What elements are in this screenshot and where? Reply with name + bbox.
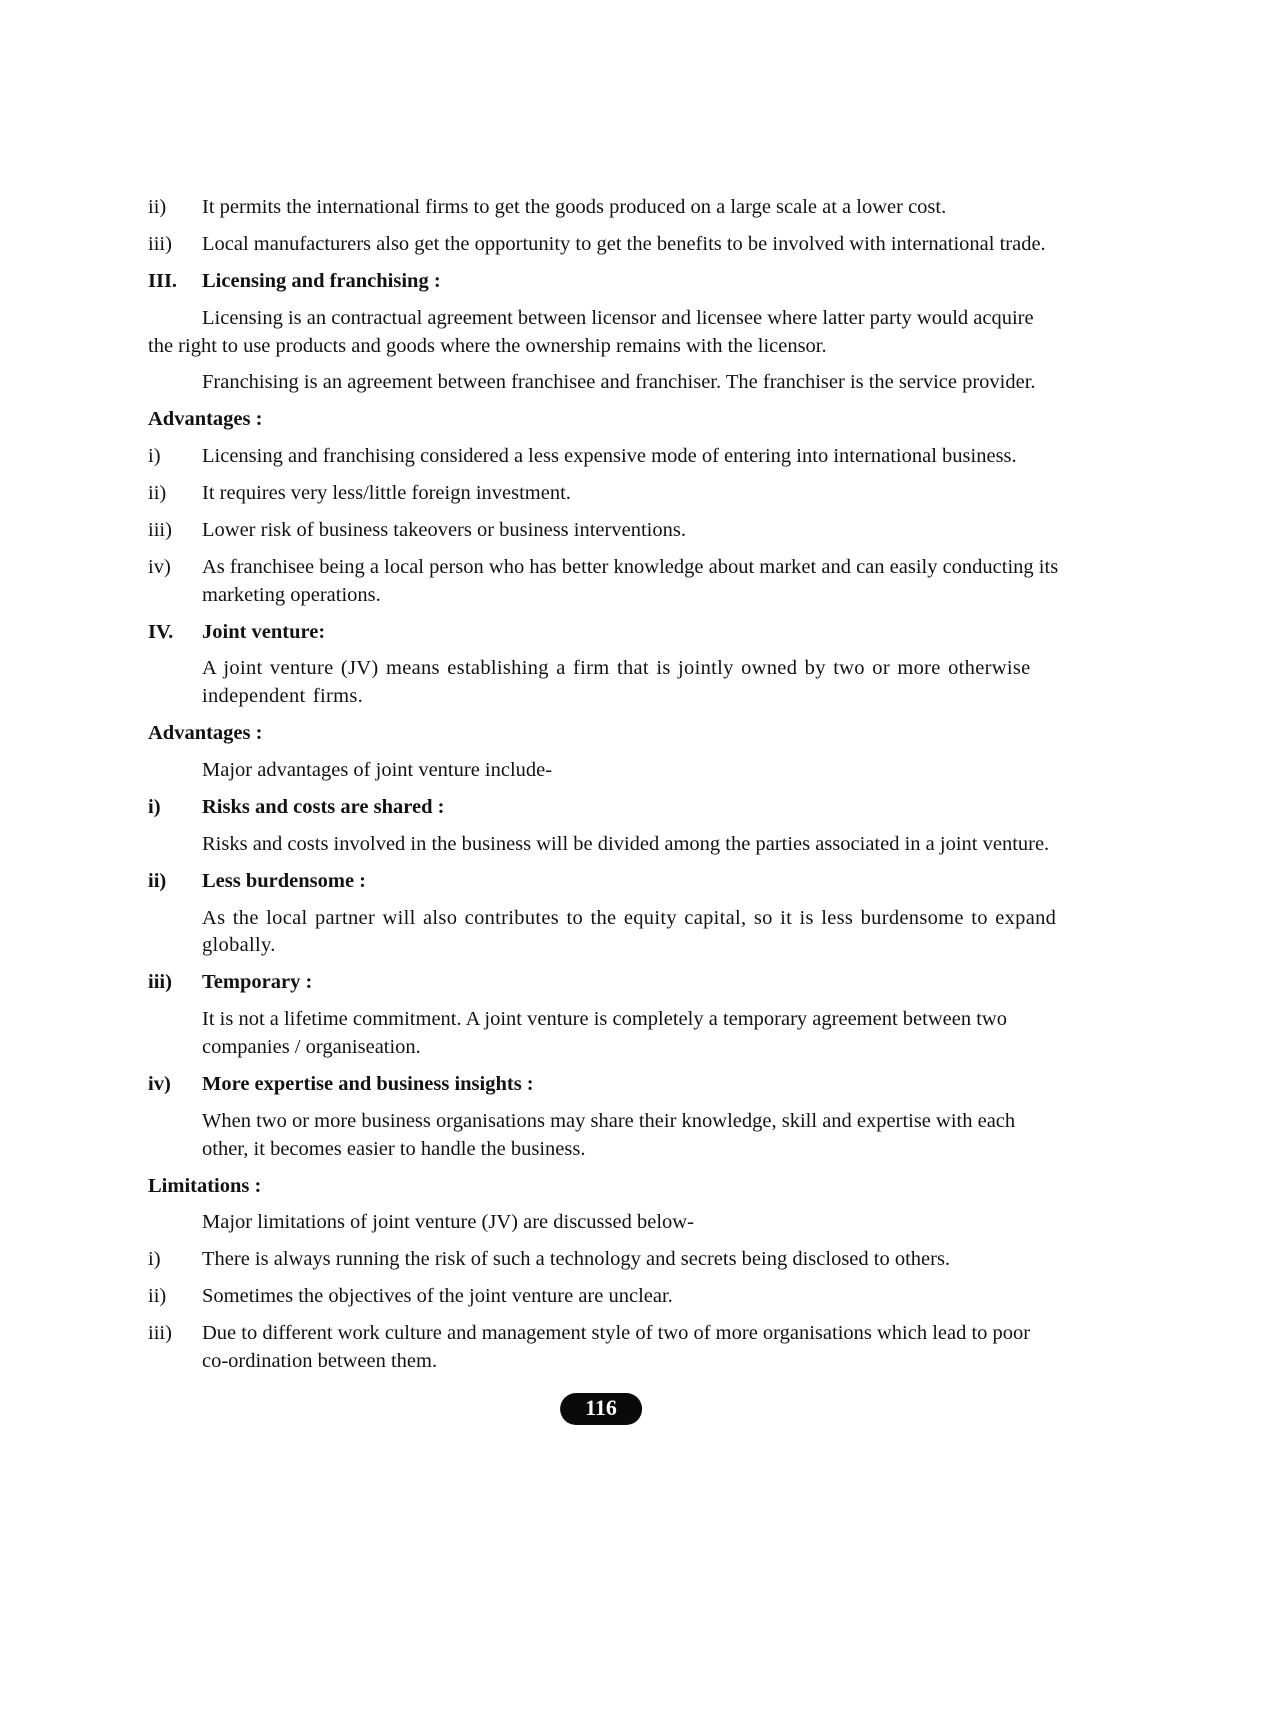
sub-heading-label: ii) xyxy=(148,869,167,892)
list-item-text: Lower risk of business takeovers or business interventions. xyxy=(202,518,686,541)
sub-heading-label: iv) xyxy=(148,1072,171,1095)
list-item-label: i) xyxy=(148,1248,161,1271)
paragraph: Licensing is an contractual agreement between licensor and licensee where latter party would acquire the right to use products and goods where the ownership remains with the licensor. xyxy=(148,306,1034,357)
list-item-label: iv) xyxy=(148,555,171,578)
list-item xyxy=(148,1283,1060,1311)
list-item xyxy=(148,1320,1060,1376)
list-item-text: Due to different work culture and management style of two of more organisations which lead to poor co-ordination between them. xyxy=(202,1322,1031,1372)
list-item xyxy=(148,231,1060,259)
list-item xyxy=(148,194,1060,222)
sub-heading-text: More expertise and business insights : xyxy=(202,1072,534,1095)
list-item-text: Local manufacturers also get the opportunity to get the benefits to be involved with international trade. xyxy=(202,232,1046,255)
list-item-label: ii) xyxy=(148,482,167,504)
sub-heading-row xyxy=(148,969,1060,997)
sub-heading-row xyxy=(148,794,1060,822)
list-item-text: It permits the international firms to get the goods produced on a large scale at a lower cost. xyxy=(202,196,947,218)
paragraph: It is not a lifetime commitment. A joint venture is completely a temporary agreement between two companies / organiseation. xyxy=(202,1008,1007,1058)
page-content xyxy=(148,194,1060,1385)
section-heading: Advantages : xyxy=(148,408,263,431)
section-heading-text: Joint venture: xyxy=(202,620,326,643)
sub-heading-text: Temporary : xyxy=(202,971,313,994)
paragraph: Major advantages of joint venture include- xyxy=(202,759,553,781)
list-item-text: As franchisee being a local person who has better knowledge about market and can easily conducting its marketing operations. xyxy=(202,555,1059,606)
sub-heading-row xyxy=(148,1071,1060,1099)
page-number-badge xyxy=(560,1393,642,1425)
paragraph: As the local partner will also contributes to the equity capital, so it is less burdensome to expand globally. xyxy=(202,906,1057,957)
page-number: 116 xyxy=(585,1395,617,1420)
list-item-label: iii) xyxy=(148,1322,172,1344)
list-item-text: Licensing and franchising considered a less expensive mode of entering into international business. xyxy=(202,445,1017,468)
section-heading: Limitations : xyxy=(148,1174,262,1197)
sub-heading-row xyxy=(148,868,1060,896)
list-item xyxy=(148,443,1060,471)
list-item-label: iii) xyxy=(148,232,172,255)
paragraph: When two or more business organisations may share their knowledge, skill and expertise with each other, it becomes easier to handle the business. xyxy=(202,1109,1016,1160)
list-item-text: There is always running the risk of such a technology and secrets being disclosed to others. xyxy=(202,1248,951,1271)
section-heading-text: Licensing and franchising : xyxy=(202,269,441,292)
sub-heading-label: iii) xyxy=(148,971,172,994)
section-heading: Advantages : xyxy=(148,722,263,745)
list-item-label: iii) xyxy=(148,518,172,541)
list-item-text: Sometimes the objectives of the joint venture are unclear. xyxy=(202,1285,673,1308)
list-item xyxy=(148,480,1060,508)
list-item xyxy=(148,517,1060,545)
list-item xyxy=(148,554,1060,610)
section-heading-row xyxy=(148,619,1060,647)
section-heading-label: IV. xyxy=(148,620,174,643)
list-item-text: It requires very less/little foreign investment. xyxy=(202,482,571,504)
paragraph: A joint venture (JV) means establishing a firm that is jointly owned by two or more otherwise independent firms. xyxy=(202,657,1031,708)
section-heading-row xyxy=(148,268,1060,296)
list-item-label: i) xyxy=(148,445,161,468)
list-item-label: ii) xyxy=(148,196,167,218)
paragraph: Major limitations of joint venture (JV) are discussed below- xyxy=(202,1211,694,1234)
sub-heading-text: Less burdensome : xyxy=(202,869,367,892)
sub-heading-text: Risks and costs are shared : xyxy=(202,795,445,818)
list-item-label: ii) xyxy=(148,1285,167,1308)
section-heading-label: III. xyxy=(148,269,178,292)
paragraph: Risks and costs involved in the business will be divided among the parties associated in a joint venture. xyxy=(202,832,1050,855)
list-item xyxy=(148,1246,1060,1274)
paragraph: Franchising is an agreement between franchisee and franchiser. The franchiser is the service provider. xyxy=(202,371,1036,394)
sub-heading-label: i) xyxy=(148,795,161,818)
